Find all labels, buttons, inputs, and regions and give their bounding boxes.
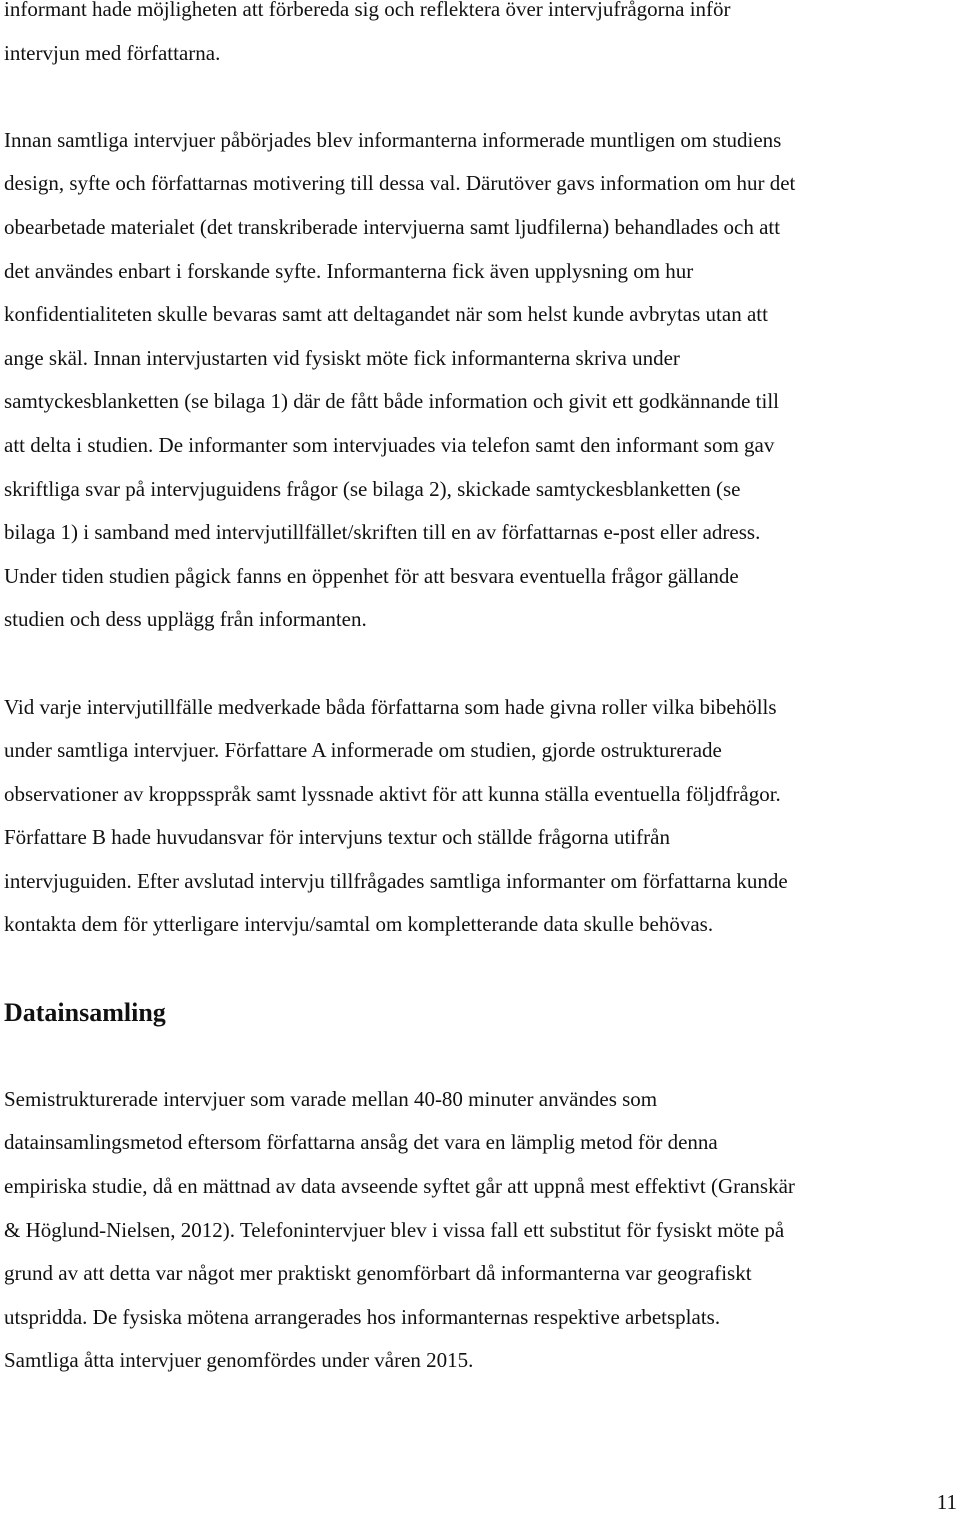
paragraph-information-consent	[4, 119, 958, 642]
text-line: under samtliga intervjuer. Författare A informerade om studien, gjorde ostrukturerade	[4, 738, 722, 763]
text-line: datainsamlingsmetod eftersom författarna ansåg det vara en lämplig metod för denna	[4, 1130, 718, 1155]
text-line: utspridda. De fysiska mötena arrangerades hos informanternas respektive arbetsplats.	[4, 1304, 721, 1329]
text-line: Semistrukturerade intervjuer som varade mellan 40-80 minuter användes som	[4, 1086, 658, 1111]
text-line: kontakta dem för ytterligare intervju/samtal om kompletterande data skulle behövas.	[4, 912, 714, 937]
paragraph-data-collection	[4, 1078, 958, 1383]
text-line: att delta i studien. De informanter som intervjuades via telefon samt den informant som gav	[4, 432, 775, 457]
paragraph-gap	[4, 947, 958, 991]
text-line: skriftliga svar på intervjuguidens frågor (se bilaga 2), skickade samtyckesblanketten (se	[4, 476, 741, 501]
text-line: bilaga 1) i samband med intervjutillfället/skriften till en av författarnas e-post eller adress.	[4, 520, 761, 545]
text-line: Vid varje intervjutillfälle medverkade båda författarna som hade givna roller vilka bibehölls	[4, 694, 777, 719]
text-line: empiriska studie, då en mättnad av data avseende syftet går att uppnå mest effektivt (Granskär	[4, 1174, 795, 1199]
page-number: 11	[936, 1490, 957, 1514]
paragraph-gap	[4, 1034, 958, 1078]
text-line: & Höglund-Nielsen, 2012). Telefonintervjuer blev i vissa fall ett substitut för fysiskt möte på	[4, 1217, 785, 1242]
document-page	[4, 0, 958, 1383]
text-line: obearbetade materialet (det transkriberade intervjuerna samt ljudfilerna) behandlades och att	[4, 214, 781, 239]
text-line: konfidentialiteten skulle bevaras samt att deltagandet när som helst kunde avbrytas utan att	[4, 302, 768, 327]
paragraph-gap	[4, 642, 958, 686]
paragraph-intro-continuation	[4, 0, 958, 75]
text-line: informant hade möjligheten att förbereda sig och reflektera över intervjufrågorna inför	[4, 0, 731, 21]
text-line: Innan samtliga intervjuer påbörjades blev informanterna informerade muntligen om studiens	[4, 127, 782, 152]
text-line: samtyckesblanketten (se bilaga 1) där de fått både information och givit ett godkännande till	[4, 389, 780, 414]
text-line: observationer av kroppsspråk samt lyssnade aktivt för att kunna ställa eventuella följdfrågor.	[4, 781, 781, 806]
text-line: Under tiden studien pågick fanns en öppenhet för att besvara eventuella frågor gällande	[4, 563, 739, 588]
text-line: intervjuguiden. Efter avslutad intervju tillfrågades samtliga informanter om författarna kunde	[4, 868, 788, 893]
text-line: Samtliga åtta intervjuer genomfördes under våren 2015.	[4, 1348, 474, 1373]
paragraph-gap	[4, 75, 958, 119]
text-line: ange skäl. Innan intervjustarten vid fysiskt möte fick informanterna skriva under	[4, 345, 680, 370]
paragraph-interview-roles	[4, 686, 958, 948]
text-line: intervjun med författarna.	[4, 40, 221, 65]
text-line: grund av att detta var något mer praktiskt genomförbart då informanterna var geografiskt	[4, 1261, 752, 1286]
section-heading: Datainsamling	[4, 997, 166, 1027]
text-line: det användes enbart i forskande syfte. Informanterna fick även upplysning om hur	[4, 258, 694, 283]
text-line: Författare B hade huvudansvar för intervjuns textur och ställde frågorna utifrån	[4, 825, 670, 850]
text-line: design, syfte och författarnas motivering till dessa val. Därutöver gavs information om hur det	[4, 171, 796, 196]
text-line: studien och dess upplägg från informanten.	[4, 607, 367, 632]
